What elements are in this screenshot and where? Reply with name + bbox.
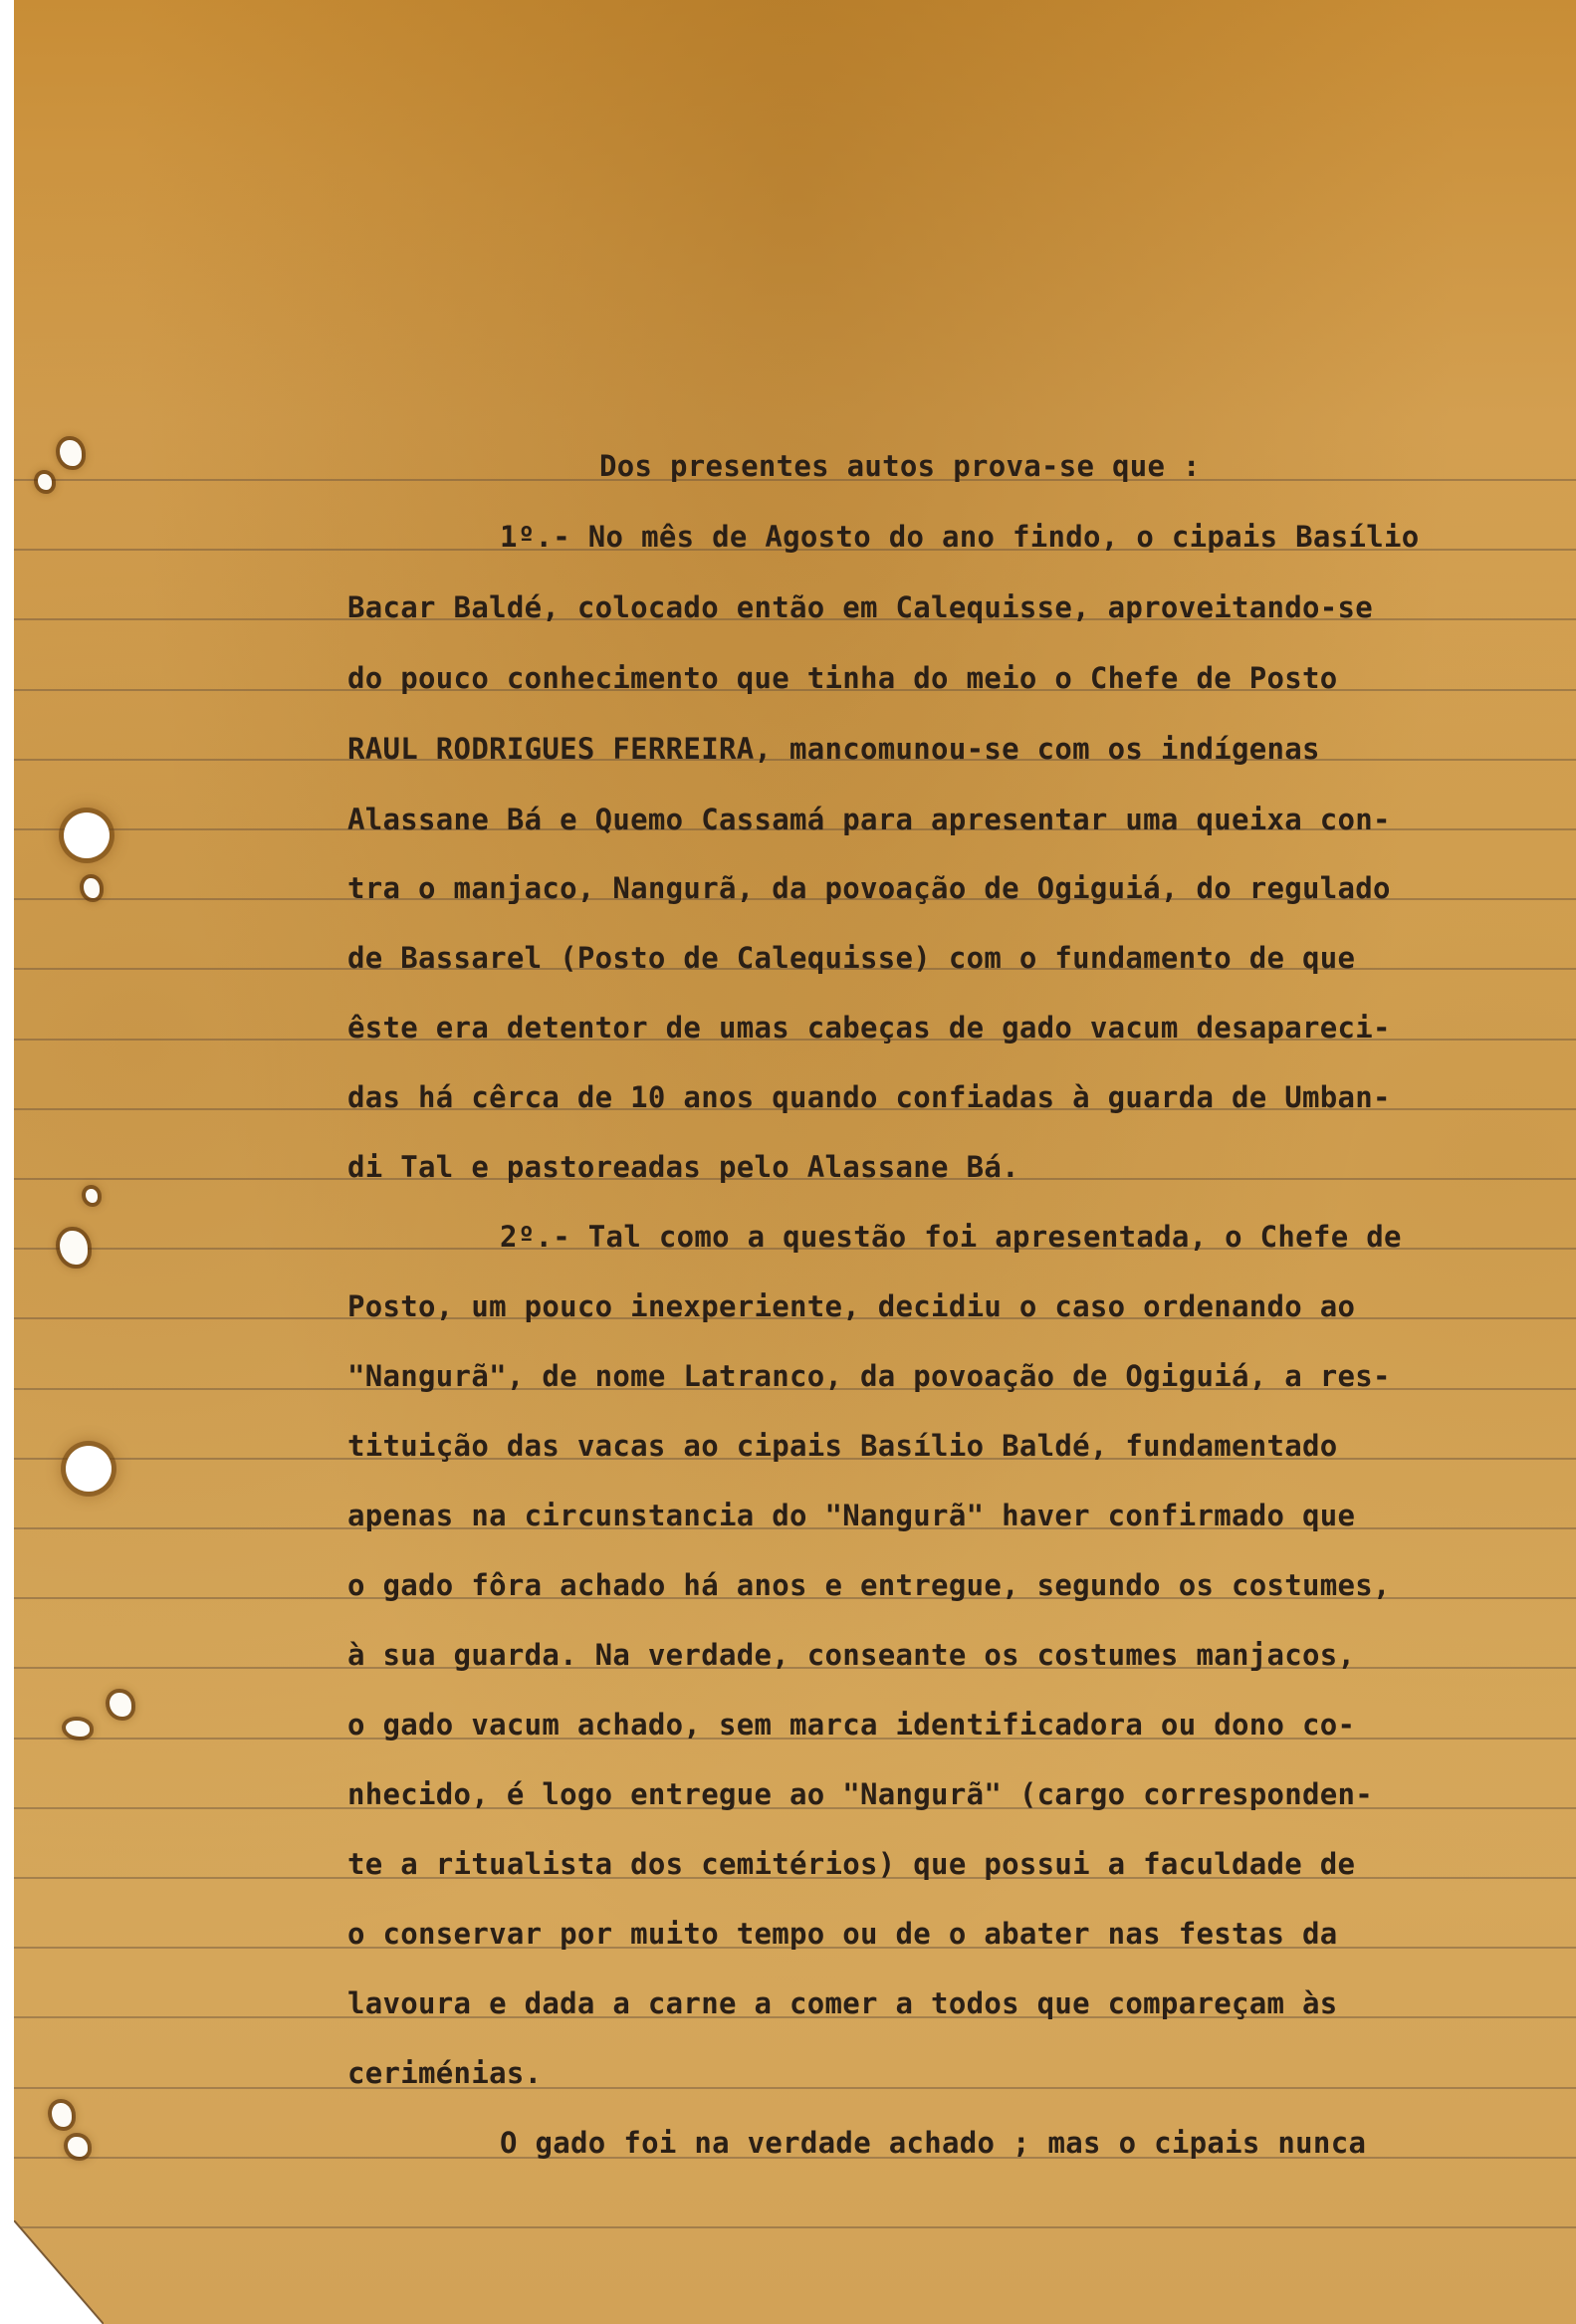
paragraph-1-line-9: das há cêrca de 10 anos quando confiadas à guarda de Umban- [347, 1080, 1391, 1114]
corner-fold [14, 2220, 104, 2324]
paper-damage-mark [38, 474, 52, 490]
paragraph-1-line-2: Bacar Baldé, colocado então em Calequisse, aproveitando-se [347, 590, 1374, 624]
paragraph-2-line-9: nhecido, é logo entregue ao "Nangurã" (cargo corresponden- [347, 1777, 1374, 1811]
paragraph-2-line-10: te a ritualista dos cemitérios) que possui a faculdade de [347, 1847, 1356, 1881]
paragraph-2-line-12: lavoura e dada a carne a comer a todos que compareçam às [347, 1986, 1338, 2020]
paper-damage-mark [110, 1693, 131, 1717]
paragraph-2-line-11: o conservar por muito tempo ou de o abater nas festas da [347, 1917, 1338, 1951]
document-heading: Dos presentes autos prova-se que : [599, 449, 1201, 483]
paragraph-1-line-5: Alassane Bá e Quemo Cassamá para apresentar uma queixa con- [347, 803, 1391, 836]
paragraph-2-line-8: o gado vacum achado, sem marca identificadora ou dono co- [347, 1708, 1356, 1742]
paragraph-2-line-5: apenas na circunstancia do "Nangurã" haver confirmado que [347, 1499, 1356, 1532]
paragraph-1-line-7: de Bassarel (Posto de Calequisse) com o fundamento de que [347, 941, 1356, 975]
paragraph-1-line-1: 1º.- No mês de Agosto do ano findo, o cipais Basílio [500, 520, 1420, 554]
paragraph-1-line-10: di Tal e pastoreadas pelo Alassane Bá. [347, 1150, 1019, 1184]
paragraph-2-line-4: tituição das vacas ao cipais Basílio Baldé, fundamentado [347, 1429, 1338, 1463]
paragraph-3-line-1: O gado foi na verdade achado ; mas o cipais nunca [500, 2126, 1367, 2160]
paragraph-2-line-1: 2º.- Tal como a questão foi apresentada, o Chefe de [500, 1220, 1402, 1254]
paper-damage-mark [60, 1231, 88, 1265]
paper-damage-mark [68, 2137, 88, 2157]
paragraph-2-line-6: o gado fôra achado há anos e entregue, segundo os costumes, [347, 1568, 1391, 1602]
paper-sheet [14, 0, 1576, 2324]
paper-damage-mark [86, 1189, 98, 1203]
paragraph-1-line-3: do pouco conhecimento que tinha do meio o Chefe de Posto [347, 661, 1338, 695]
paragraph-2-line-2: Posto, um pouco inexperiente, decidiu o caso ordenando ao [347, 1289, 1356, 1323]
paragraph-2-line-13: ceriménias. [347, 2056, 543, 2090]
paragraph-1-line-4: RAUL RODRIGUES FERREIRA, mancomunou-se com os indígenas [347, 732, 1320, 766]
paragraph-1-line-8: êste era detentor de umas cabeças de gado vacum desapareci- [347, 1011, 1391, 1045]
paragraph-1-line-6: tra o manjaco, Nangurã, da povoação de Ogiguiá, do regulado [347, 871, 1391, 905]
punch-hole [64, 813, 110, 858]
paper-damage-mark [52, 2103, 72, 2127]
paragraph-2-line-3: "Nangurã", de nome Latranco, da povoação de Ogiguiá, a res- [347, 1359, 1391, 1393]
punch-hole [66, 1446, 112, 1492]
paper-damage-mark [84, 878, 100, 898]
paper-damage-mark [66, 1721, 90, 1737]
paper-damage-mark [60, 440, 82, 466]
paragraph-2-line-7: à sua guarda. Na verdade, conseante os costumes manjacos, [347, 1638, 1356, 1672]
